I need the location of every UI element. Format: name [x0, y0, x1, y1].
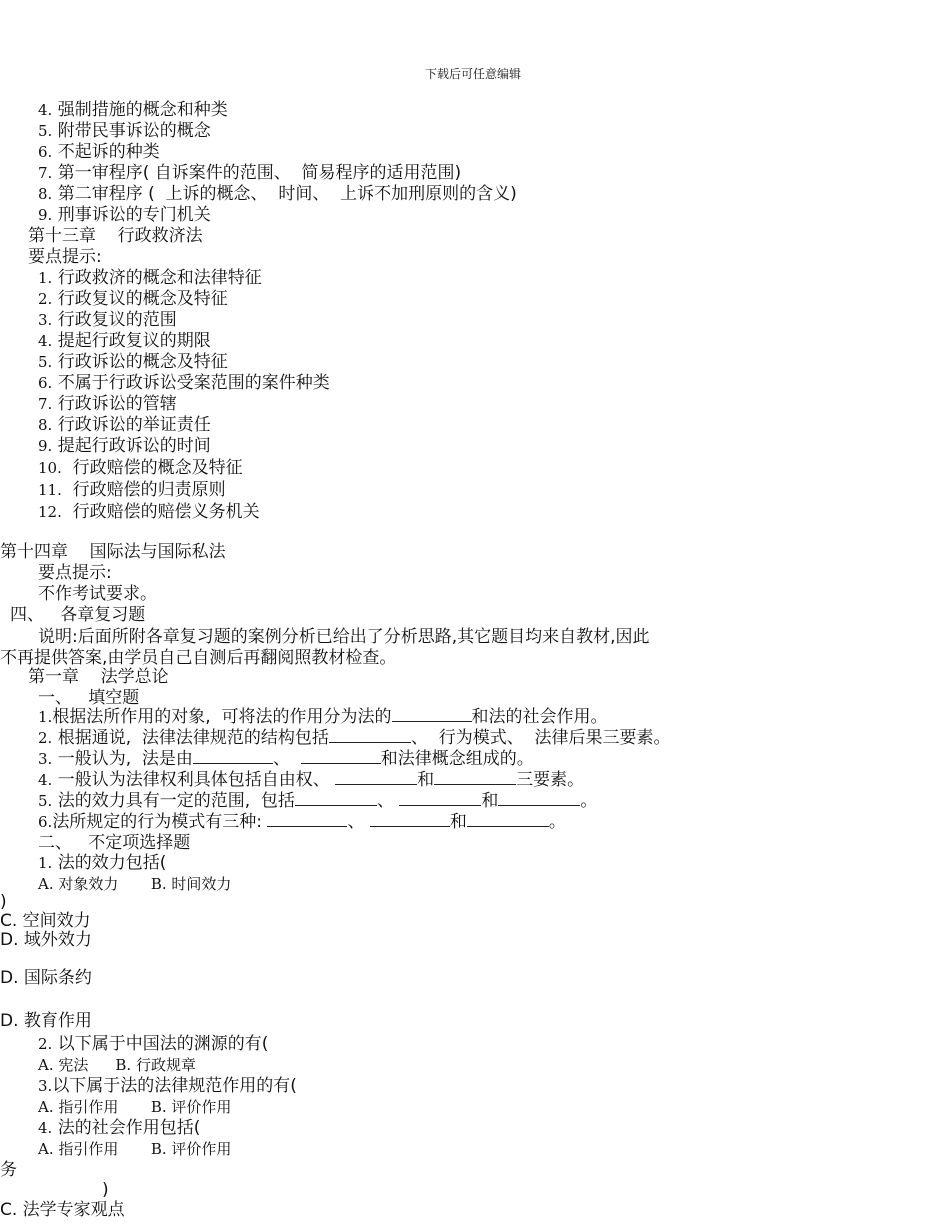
- fill-question-2: 2. 根据通说, 法律法律规范的结构包括 、 行为模式、 法律后果三要素。: [38, 728, 671, 748]
- choice-options: [38, 1139, 231, 1160]
- option-b[interactable]: B. 评价作用: [150, 1140, 232, 1158]
- option-d[interactable]: D. 域外效力: [0, 930, 92, 950]
- option-d[interactable]: D. 教育作用: [0, 1011, 92, 1031]
- option-a[interactable]: A. 指引作用: [38, 1098, 119, 1116]
- choice-heading: 二、 不定项选择题: [38, 833, 191, 853]
- choice-question-3: 3.以下属于法的法律规范作用的有(: [38, 1076, 297, 1096]
- list-item: 1. 行政救济的概念和法律特征: [38, 268, 262, 288]
- answer-blank[interactable]: [193, 749, 273, 764]
- option-b[interactable]: B. 行政规章: [115, 1056, 196, 1074]
- list-item: 9. 提起行政诉讼的时间: [38, 436, 211, 456]
- fill-heading: 一、 填空题: [38, 688, 140, 708]
- chapter-14-title: 第十四章 国际法与国际私法: [0, 542, 226, 562]
- choice-question-1: 1. 法的效力包括(: [38, 853, 167, 873]
- list-item: 11. 行政赔偿的归责原则: [38, 480, 226, 500]
- choice-paren: ): [102, 1180, 109, 1200]
- fill-question-6: 6.法所规定的行为模式有三种: 、 和 。: [38, 812, 566, 832]
- fill-question-1: 1.根据法所作用的对象, 可将法的作用分为法的 和法的社会作用。: [38, 707, 608, 727]
- answer-blank[interactable]: [392, 707, 472, 722]
- chapter-1-title: 第一章 法学总论: [28, 667, 169, 687]
- list-item: 5. 附带民事诉讼的概念: [38, 121, 211, 141]
- answer-blank[interactable]: [399, 791, 481, 806]
- option-a[interactable]: A. 宪法: [38, 1056, 89, 1074]
- choice-paren: ): [0, 892, 7, 912]
- section-4-title: 四、 各章复习题: [10, 605, 146, 625]
- option-a[interactable]: A. 指引作用: [38, 1140, 119, 1158]
- list-item: 7. 第一审程序( 自诉案件的范围、 简易程序的适用范围): [38, 163, 462, 183]
- chapter-13-title: 第十三章 行政救济法: [28, 226, 203, 246]
- option-c[interactable]: C. 空间效力: [0, 911, 91, 931]
- list-item: 6. 不起诉的种类: [38, 142, 160, 162]
- option-b[interactable]: B. 评价作用: [150, 1098, 232, 1116]
- answer-blank[interactable]: [370, 812, 450, 827]
- answer-blank[interactable]: [434, 770, 516, 785]
- answer-blank[interactable]: [267, 812, 347, 827]
- list-item: 2. 行政复议的概念及特征: [38, 289, 228, 309]
- list-item: 3. 行政复议的范围: [38, 310, 177, 330]
- chapter-14-hint: 要点提示:: [38, 563, 112, 583]
- list-item: 5. 行政诉讼的概念及特征: [38, 352, 228, 372]
- choice-options: [38, 1055, 196, 1076]
- choice-question-2: 2. 以下属于中国法的渊源的有(: [38, 1034, 269, 1054]
- section-4-explain: 说明:后面所附各章复习题的案例分析已给出了分析思路,其它题目均来自教材,因此: [38, 627, 650, 647]
- stray-text: 务: [0, 1160, 17, 1180]
- list-item: 4. 强制措施的概念和种类: [38, 100, 228, 120]
- option-d[interactable]: D. 国际条约: [0, 968, 92, 988]
- chapter-13-hint: 要点提示:: [28, 247, 102, 267]
- answer-blank[interactable]: [498, 791, 580, 806]
- answer-blank[interactable]: [301, 749, 381, 764]
- section-4-explain-cont: 不再提供答案,由学员自己自测后再翻阅照教材检查。: [0, 648, 397, 668]
- list-item: 10. 行政赔偿的概念及特征: [38, 458, 243, 478]
- option-a[interactable]: A. 对象效力: [38, 875, 119, 893]
- download-note: 下载后可任意编辑: [425, 67, 522, 81]
- answer-blank[interactable]: [335, 770, 417, 785]
- option-b[interactable]: B. 时间效力: [150, 875, 232, 893]
- answer-blank[interactable]: [295, 791, 377, 806]
- choice-options: [38, 1097, 231, 1118]
- list-item: 8. 行政诉讼的举证责任: [38, 415, 211, 435]
- list-item: 8. 第二审程序 ( 上诉的概念、 时间、 上诉不加刑原则的含义): [38, 184, 517, 204]
- answer-blank[interactable]: [467, 812, 549, 827]
- answer-blank[interactable]: [329, 728, 411, 743]
- choice-question-4: 4. 法的社会作用包括(: [38, 1118, 201, 1138]
- fill-question-4: 4. 一般认为法律权利具体包括自由权、 和 三要素。: [38, 770, 585, 790]
- list-item: 9. 刑事诉讼的专门机关: [38, 205, 211, 225]
- fill-question-3: 3. 一般认为, 法是由 、 和法律概念组成的。: [38, 749, 534, 769]
- list-item: 4. 提起行政复议的期限: [38, 331, 211, 351]
- chapter-14-note: 不作考试要求。: [38, 584, 157, 604]
- list-item: 12. 行政赔偿的赔偿义务机关: [38, 502, 260, 522]
- fill-question-5: 5. 法的效力具有一定的范围, 包括 、 和 。: [38, 791, 598, 811]
- list-item: 7. 行政诉讼的管辖: [38, 394, 177, 414]
- list-item: 6. 不属于行政诉讼受案范围的案件种类: [38, 373, 330, 393]
- option-c[interactable]: C. 法学专家观点: [0, 1200, 125, 1220]
- choice-options: [38, 874, 231, 895]
